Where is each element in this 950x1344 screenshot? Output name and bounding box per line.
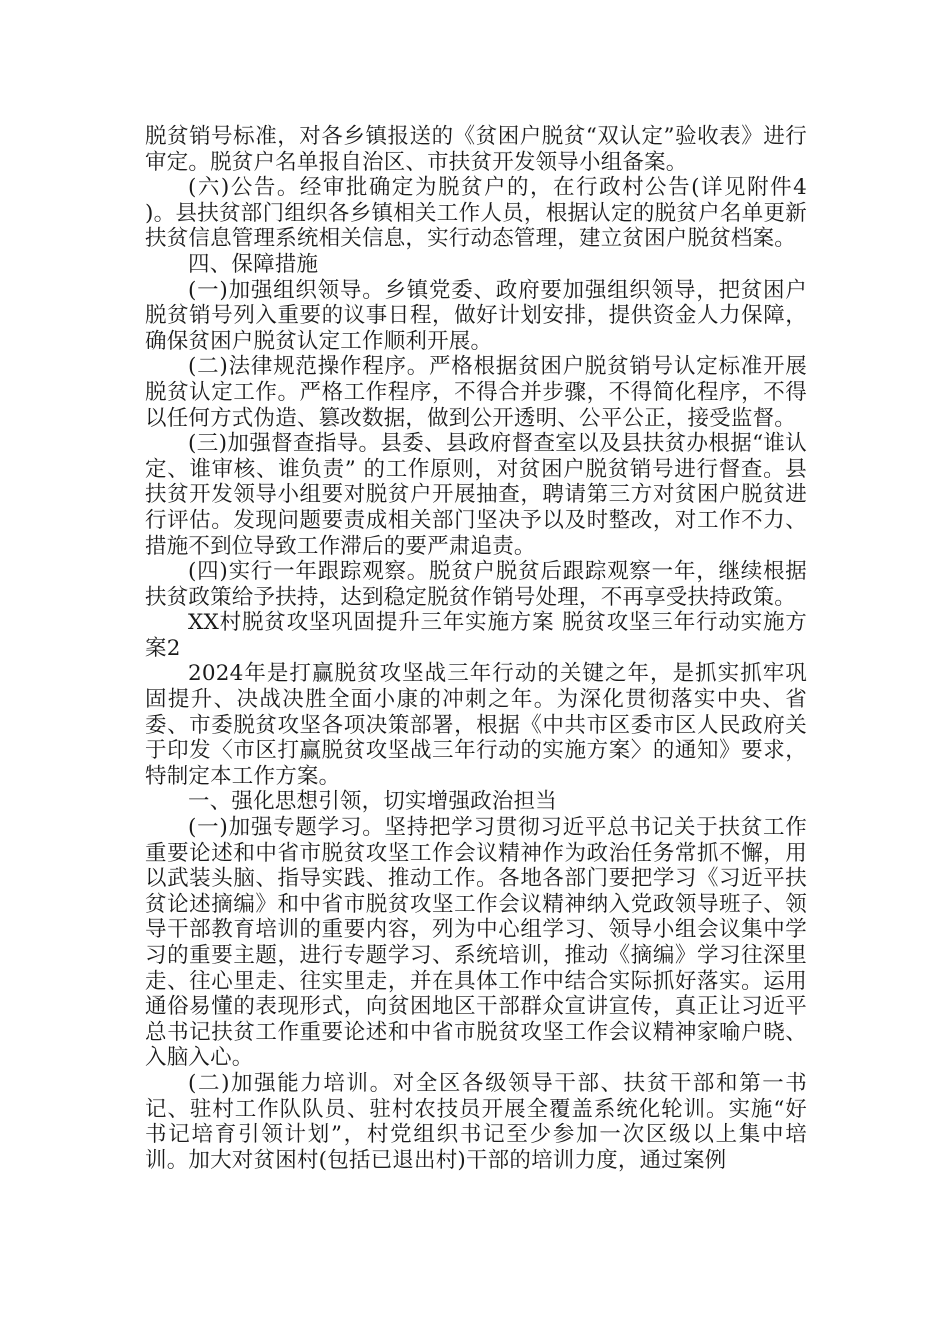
paragraph: (六)公告。经审批确定为脱贫户的，在行政村公告(详见附件4 )。县扶贫部门组织各乡镇相关工作人员，根据认定的脱贫户名单更新扶贫信息管理系统相关信息，实行动态管理，建立贫困户脱贫档案。 [145, 175, 807, 252]
paragraph: 2024年是打赢脱贫攻坚战三年行动的关键之年，是抓实抓牢巩固提升、决战决胜全面小康的冲刺之年。为深化贯彻落实中央、省委、市委脱贫攻坚各项决策部署，根据《中共市区委市区人民政府关于印发〈市区打赢脱贫攻坚战三年行动的实施方案〉的通知》要求，特制定本工作方案。 [145, 661, 807, 789]
paragraph: 脱贫销号标准，对各乡镇报送的《贫困户脱贫“双认定”验收表》进行审定。脱贫户名单报自治区、市扶贫开发领导小组备案。 [145, 124, 807, 175]
paragraph: (一)加强组织领导。乡镇党委、政府要加强组织领导，把贫困户脱贫销号列入重要的议事日程，做好计划安排，提供资金人力保障，确保贫困户脱贫认定工作顺利开展。 [145, 277, 807, 354]
section-heading: 一、强化思想引领，切实增强政治担当 [188, 789, 557, 815]
paragraph: (二)加强能力培训。对全区各级领导干部、扶贫干部和第一书记、驻村工作队队员、驻村农技员开展全覆盖系统化轮训。实施“好书记培育引领计划”，村党组织书记至少参加一次区级以上集中培训。加大对贫困村(包括已退出村)干部的培训力度，通过案例 [145, 1070, 807, 1173]
paragraph: (四)实行一年跟踪观察。脱贫户脱贫后跟踪观察一年，继续根据扶贫政策给予扶持，达到稳定脱贫作销号处理，不再享受扶持政策。 [145, 559, 807, 610]
section-heading: 四、保障措施 [188, 251, 319, 277]
paragraph: (一)加强专题学习。坚持把学习贯彻习近平总书记关于扶贫工作重要论述和中省市脱贫攻坚工作会议精神作为政治任务常抓不懈，用以武装头脑、指导实践、推动工作。各地各部门要把学习《习近平扶贫论述摘编》和中省市脱贫攻坚工作会议精神纳入党政领导班子、领导干部教育培训的重要内容，列为中心组学习、领导小组会议集中学习的重要主题，进行专题学习、系统培训，推动《摘编》学习往深里走、往心里走、往实里走，并在具体工作中结合实际抓好落实。运用通俗易懂的表现形式，向贫困地区干部群众宣讲宣传，真正让习近平总书记扶贫工作重要论述和中省市脱贫攻坚工作会议精神家喻户晓、入脑入心。 [145, 815, 807, 1071]
document-title: XX村脱贫攻坚巩固提升三年实施方案 脱贫攻坚三年行动实施方案2 [145, 610, 807, 661]
paragraph: (二)法律规范操作程序。严格根据贫困户脱贫销号认定标准开展脱贫认定工作。严格工作程序，不得合并步骤，不得简化程序，不得以任何方式伪造、篡改数据，做到公开透明、公平公正，接受监督。 [145, 354, 807, 431]
document-body [145, 124, 807, 1173]
paragraph: (三)加强督查指导。县委、县政府督查室以及县扶贫办根据“谁认定、谁审核、谁负责” 的工作原则，对贫困户脱贫销号进行督查。县扶贫开发领导小组要对脱贫户开展抽查，聘请第三方对贫困户脱贫进行评估。发现问题要责成相关部门坚决予以及时整改，对工作不力、措施不到位导致工作滞后的要严肃追责。 [145, 431, 807, 559]
